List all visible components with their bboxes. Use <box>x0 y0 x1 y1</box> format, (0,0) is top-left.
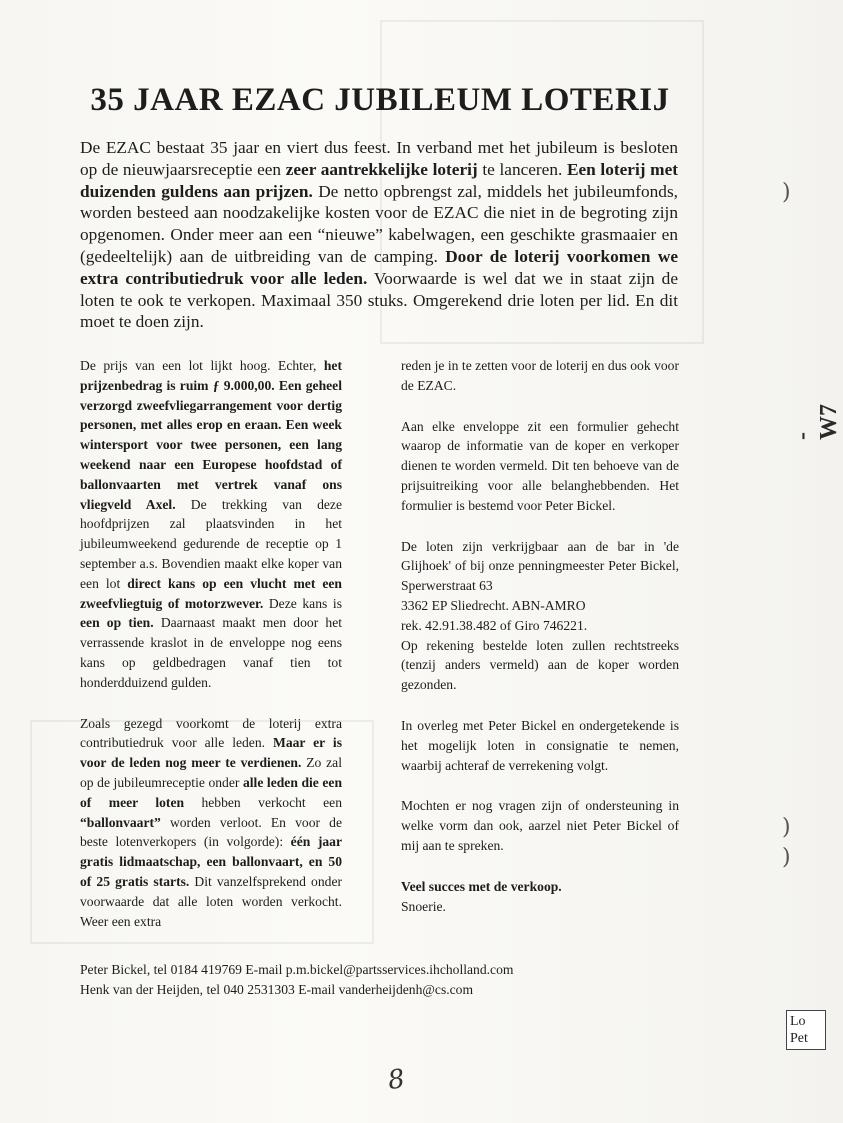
contact-line: Henk van der Heijden, tel 040 2531303 E-mail vanderheijdenh@cs.com <box>80 981 474 997</box>
text-run: worden verloot. En voor de beste lotenverkopers (in volgorde): <box>80 814 342 850</box>
right-column <box>401 356 679 916</box>
side-clipped-box <box>786 1010 826 1050</box>
left-paragraph-prizes <box>80 356 342 693</box>
bold-text-run: “ballonvaart” <box>80 814 161 830</box>
right-paragraph-questions: Mochten er nog vragen zijn of ondersteuning in welke vorm dan ook, aarzel niet Peter Bickel of mij aan te spreken. <box>401 798 679 853</box>
text-run: De EZAC bestaat 35 jaar en viert dus feest. In verband met het jubileum is besloten op de nieuwjaarsreceptie een <box>80 138 678 179</box>
text-run: Daarnaast maakt men door het verrassende kraslot in de enveloppe nog eens kans op geldbedragen vanaf tien tot honderdduizend gulden. <box>80 615 343 690</box>
availability-line: rek. 42.91.38.482 of Giro 746221. <box>401 617 588 633</box>
text-run: Deze kans is <box>263 595 342 611</box>
bold-text-run: alle leden die een of meer loten <box>80 774 342 810</box>
bold-text-run: direct kans op een vlucht met een zweefvliegtuig of motorzwever. <box>80 575 342 611</box>
binding-mark-icon: ) <box>782 180 791 205</box>
right-paragraph-form: Aan elke enveloppe zit een formulier gehecht waarop de informatie van de koper en verkoper dienen te worden vermeld. Dit ten behoeve van de prijsuitreiking voor alle belanghebbenden. Het formulier is bestemd voor Peter Bickel. <box>401 418 679 513</box>
side-margin-mark: -W7 <box>789 404 842 440</box>
availability-line: De loten zijn verkrijgbaar aan de bar in 'de Glijhoek' of bij onze penningmeester Peter Bickel, Sperwerstraat 63 <box>401 538 679 594</box>
intro-paragraph <box>80 137 678 333</box>
closing-text: Veel succes met de verkoop. <box>401 878 562 894</box>
text-run: Voorwaarde is wel dat we in staat zijn de loten te ook te verkopen. Maximaal 350 stuks. Omgerekend drie loten per lid. En dit moet te doen zijn. <box>80 268 678 332</box>
closing-line <box>401 877 679 897</box>
bold-text-run: Door de loterij voorkomen we extra contributiedruk voor alle leden. <box>80 246 679 288</box>
right-paragraph-consignment: In overleg met Peter Bickel en ondergetekende is het mogelijk loten in consignatie te nemen, waarbij achteraf de verrekening volgt. <box>401 717 679 773</box>
right-paragraph-reason: reden je in te zetten voor de loterij en dus ook voor de EZAC. <box>401 358 679 393</box>
binding-mark-icon: ) <box>782 845 791 870</box>
availability-line: 3362 EP Sliedrecht. ABN-AMRO <box>401 597 586 613</box>
signature: Snoerie. <box>401 898 446 914</box>
right-paragraph-availability <box>401 537 679 695</box>
binding-mark-icon: ) <box>782 815 791 840</box>
bold-text-run: zeer aantrekkelijke loterij <box>285 159 478 179</box>
side-box-line: Pet <box>790 1031 808 1046</box>
text-run: hebben verkocht een <box>184 794 342 810</box>
page-number: 8 <box>385 1063 407 1097</box>
bold-text-run: een op tien. <box>80 615 154 631</box>
bold-text-run: het prijzenbedrag is ruim ƒ 9.000,00. Een geheel verzorgd zweefvliegarrangement voor dertig personen, met alles erop en eraan. Een week wintersport voor twee personen, een lang weekend naar een Europese hoofdstad of ballonvaarten met vertrek vanaf ons vliegveld Axel. <box>80 358 342 512</box>
text-run: De trekking van deze hoofdprijzen zal plaatsvinden in het jubileumweekend gedurende de receptie op 1 september a.s. Bovendien maakt elke koper van een lot <box>80 496 342 591</box>
left-column <box>80 356 342 952</box>
side-box-line: Lo <box>790 1014 806 1029</box>
left-paragraph-contribution <box>80 714 342 932</box>
page-title: 35 JAAR EZAC JUBILEUM LOTERIJ <box>90 82 670 118</box>
contact-block <box>80 960 700 999</box>
bold-text-run: Maar er is voor de leden nog meer te verdienen. <box>80 735 342 771</box>
text-run: Zo zal op de jubileumreceptie onder <box>80 755 342 790</box>
text-run: Dit vanzelfsprekend onder voorwaarde dat alle loten worden verkocht. Weer een extra <box>80 873 343 929</box>
text-run: Zoals gezegd voorkomt de loterij extra contributiedruk voor alle leden. <box>80 715 342 751</box>
contact-line: Peter Bickel, tel 0184 419769 E-mail p.m.bickel@partsservices.ihcholland.com <box>80 962 514 977</box>
text-run: De netto opbrengst zal, middels het jubileumfonds, worden besteed aan noodzakelijke kosten voor de EZAC die niet in de begroting zijn opgenomen. Onder meer aan een “nieuwe” kabelwagen, een geschikte grasmaaier en (gedeeltelijk) aan de uitbreiding van de camping. <box>80 181 678 266</box>
text-run: te lanceren. <box>477 159 567 179</box>
bold-text-run: één jaar gratis lidmaatschap, een ballonvaart, en 50 of 25 gratis starts. <box>80 834 342 889</box>
availability-line: Op rekening bestelde loten zullen rechtstreeks (tenzij anders vermeld) aan de koper worden gezonden. <box>401 637 679 693</box>
bold-text-run: Een loterij met duizenden guldens aan prijzen. <box>80 159 678 201</box>
text-run: De prijs van een lot lijkt hoog. Echter, <box>80 358 324 373</box>
